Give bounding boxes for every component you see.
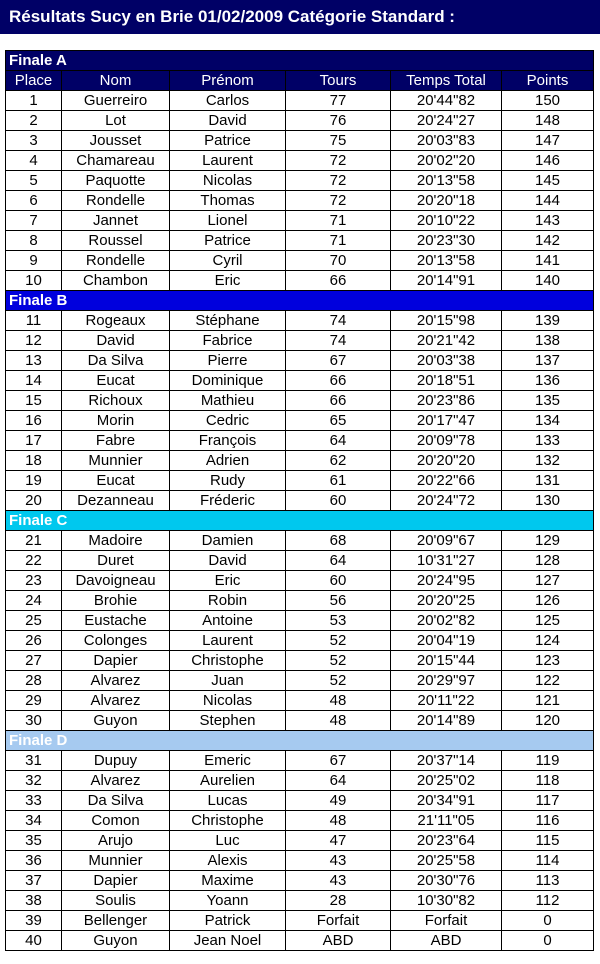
cell-points: 120: [502, 711, 594, 731]
table-row: [6, 131, 594, 151]
group-label: Finale C: [6, 511, 594, 531]
cell-temps-total: Forfait: [391, 911, 502, 931]
cell-place: 32: [6, 771, 62, 791]
cell-nom: Chamareau: [62, 151, 170, 171]
cell-temps-total: 20'23"64: [391, 831, 502, 851]
cell-points: 129: [502, 531, 594, 551]
cell-points: 140: [502, 271, 594, 291]
cell-points: 0: [502, 931, 594, 951]
cell-points: 136: [502, 371, 594, 391]
cell-temps-total: 20'02"82: [391, 611, 502, 631]
cell-points: 115: [502, 831, 594, 851]
table-row: [6, 451, 594, 471]
cell-points: 125: [502, 611, 594, 631]
cell-tours: 49: [286, 791, 391, 811]
cell-points: 132: [502, 451, 594, 471]
cell-place: 10: [6, 271, 62, 291]
cell-prenom: Maxime: [170, 871, 286, 891]
column-header-place: Place: [6, 71, 62, 91]
cell-points: 127: [502, 571, 594, 591]
cell-tours: ABD: [286, 931, 391, 951]
cell-temps-total: 20'03"83: [391, 131, 502, 151]
table-row: [6, 811, 594, 831]
cell-prenom: David: [170, 551, 286, 571]
cell-place: 40: [6, 931, 62, 951]
cell-nom: Morin: [62, 411, 170, 431]
table-row: [6, 571, 594, 591]
cell-nom: Guyon: [62, 711, 170, 731]
cell-prenom: Eric: [170, 271, 286, 291]
cell-points: 112: [502, 891, 594, 911]
cell-nom: Munnier: [62, 851, 170, 871]
cell-temps-total: 20'02"20: [391, 151, 502, 171]
cell-nom: Guerreiro: [62, 91, 170, 111]
table-row: [6, 771, 594, 791]
group-header-row: [6, 51, 594, 71]
group-label: Finale B: [6, 291, 594, 311]
cell-nom: Comon: [62, 811, 170, 831]
cell-tours: 28: [286, 891, 391, 911]
cell-place: 33: [6, 791, 62, 811]
cell-temps-total: 20'03"38: [391, 351, 502, 371]
cell-tours: 67: [286, 751, 391, 771]
column-header-tours: Tours: [286, 71, 391, 91]
table-row: [6, 311, 594, 331]
cell-place: 39: [6, 911, 62, 931]
table-row: [6, 491, 594, 511]
cell-temps-total: 20'44"82: [391, 91, 502, 111]
cell-place: 27: [6, 651, 62, 671]
cell-points: 113: [502, 871, 594, 891]
cell-points: 0: [502, 911, 594, 931]
cell-temps-total: 20'24"27: [391, 111, 502, 131]
cell-place: 29: [6, 691, 62, 711]
cell-temps-total: 20'23"86: [391, 391, 502, 411]
table-row: [6, 531, 594, 551]
table-row: [6, 91, 594, 111]
cell-points: 137: [502, 351, 594, 371]
cell-tours: 72: [286, 151, 391, 171]
cell-nom: David: [62, 331, 170, 351]
cell-place: 35: [6, 831, 62, 851]
cell-points: 143: [502, 211, 594, 231]
cell-temps-total: 20'18"51: [391, 371, 502, 391]
cell-prenom: Damien: [170, 531, 286, 551]
cell-points: 130: [502, 491, 594, 511]
column-header-prenom: Prénom: [170, 71, 286, 91]
cell-nom: Fabre: [62, 431, 170, 451]
cell-prenom: Nicolas: [170, 691, 286, 711]
cell-tours: 62: [286, 451, 391, 471]
cell-place: 22: [6, 551, 62, 571]
cell-tours: 66: [286, 271, 391, 291]
cell-temps-total: 20'24"72: [391, 491, 502, 511]
cell-nom: Munnier: [62, 451, 170, 471]
cell-place: 24: [6, 591, 62, 611]
cell-points: 141: [502, 251, 594, 271]
cell-points: 123: [502, 651, 594, 671]
cell-place: 3: [6, 131, 62, 151]
cell-points: 117: [502, 791, 594, 811]
cell-nom: Richoux: [62, 391, 170, 411]
cell-place: 14: [6, 371, 62, 391]
cell-place: 20: [6, 491, 62, 511]
cell-points: 121: [502, 691, 594, 711]
cell-prenom: Pierre: [170, 351, 286, 371]
cell-tours: 56: [286, 591, 391, 611]
cell-place: 12: [6, 331, 62, 351]
group-header-row: [6, 511, 594, 531]
cell-nom: Guyon: [62, 931, 170, 951]
cell-prenom: Cedric: [170, 411, 286, 431]
cell-place: 4: [6, 151, 62, 171]
cell-temps-total: 20'04"19: [391, 631, 502, 651]
cell-prenom: Emeric: [170, 751, 286, 771]
table-row: [6, 251, 594, 271]
cell-tours: 60: [286, 491, 391, 511]
cell-prenom: Alexis: [170, 851, 286, 871]
group-label: Finale A: [6, 51, 594, 71]
cell-tours: 48: [286, 711, 391, 731]
table-row: [6, 391, 594, 411]
cell-prenom: Stephen: [170, 711, 286, 731]
cell-temps-total: 20'09"78: [391, 431, 502, 451]
cell-place: 13: [6, 351, 62, 371]
table-row: [6, 891, 594, 911]
cell-temps-total: 20'13"58: [391, 171, 502, 191]
results-table: [5, 50, 594, 951]
cell-points: 142: [502, 231, 594, 251]
table-row: [6, 871, 594, 891]
cell-place: 18: [6, 451, 62, 471]
cell-nom: Jannet: [62, 211, 170, 231]
table-row: [6, 631, 594, 651]
table-row: [6, 411, 594, 431]
cell-temps-total: 20'20"25: [391, 591, 502, 611]
cell-prenom: Patrice: [170, 131, 286, 151]
cell-points: 131: [502, 471, 594, 491]
cell-nom: Dapier: [62, 651, 170, 671]
cell-tours: 60: [286, 571, 391, 591]
cell-tours: 43: [286, 871, 391, 891]
cell-place: 36: [6, 851, 62, 871]
table-row: [6, 691, 594, 711]
cell-tours: 71: [286, 231, 391, 251]
cell-points: 135: [502, 391, 594, 411]
cell-nom: Madoire: [62, 531, 170, 551]
cell-tours: 75: [286, 131, 391, 151]
cell-prenom: Laurent: [170, 631, 286, 651]
table-row: [6, 931, 594, 951]
cell-points: 122: [502, 671, 594, 691]
cell-points: 116: [502, 811, 594, 831]
cell-points: 124: [502, 631, 594, 651]
cell-tours: 53: [286, 611, 391, 631]
cell-tours: 77: [286, 91, 391, 111]
cell-prenom: Carlos: [170, 91, 286, 111]
cell-place: 7: [6, 211, 62, 231]
cell-tours: 72: [286, 191, 391, 211]
cell-tours: 74: [286, 311, 391, 331]
results-body: [6, 51, 594, 951]
cell-nom: Eucat: [62, 371, 170, 391]
table-row: [6, 851, 594, 871]
table-row: [6, 351, 594, 371]
cell-points: 138: [502, 331, 594, 351]
cell-nom: Eustache: [62, 611, 170, 631]
table-row: [6, 211, 594, 231]
table-row: [6, 831, 594, 851]
cell-place: 17: [6, 431, 62, 451]
cell-tours: Forfait: [286, 911, 391, 931]
cell-points: 134: [502, 411, 594, 431]
cell-points: 119: [502, 751, 594, 771]
cell-prenom: Fabrice: [170, 331, 286, 351]
cell-temps-total: 20'25"58: [391, 851, 502, 871]
table-row: [6, 111, 594, 131]
group-label: Finale D: [6, 731, 594, 751]
cell-place: 31: [6, 751, 62, 771]
table-row: [6, 671, 594, 691]
cell-place: 28: [6, 671, 62, 691]
cell-prenom: Christophe: [170, 811, 286, 831]
cell-prenom: Laurent: [170, 151, 286, 171]
table-row: [6, 611, 594, 631]
cell-place: 15: [6, 391, 62, 411]
cell-nom: Brohie: [62, 591, 170, 611]
column-header-row: [6, 71, 594, 91]
cell-nom: Dupuy: [62, 751, 170, 771]
cell-place: 34: [6, 811, 62, 831]
cell-temps-total: 20'20"18: [391, 191, 502, 211]
cell-points: 128: [502, 551, 594, 571]
cell-temps-total: 20'14"91: [391, 271, 502, 291]
cell-temps-total: 20'15"98: [391, 311, 502, 331]
cell-nom: Bellenger: [62, 911, 170, 931]
cell-prenom: Robin: [170, 591, 286, 611]
table-row: [6, 751, 594, 771]
page-title: Résultats Sucy en Brie 01/02/2009 Catégorie Standard :: [0, 0, 600, 34]
cell-prenom: Aurelien: [170, 771, 286, 791]
table-row: [6, 711, 594, 731]
cell-points: 150: [502, 91, 594, 111]
table-row: [6, 171, 594, 191]
cell-nom: Eucat: [62, 471, 170, 491]
cell-prenom: Dominique: [170, 371, 286, 391]
cell-nom: Duret: [62, 551, 170, 571]
cell-points: 114: [502, 851, 594, 871]
cell-nom: Da Silva: [62, 791, 170, 811]
group-header-row: [6, 731, 594, 751]
cell-place: 16: [6, 411, 62, 431]
cell-nom: Dapier: [62, 871, 170, 891]
table-row: [6, 551, 594, 571]
cell-prenom: Lionel: [170, 211, 286, 231]
cell-temps-total: 20'20"20: [391, 451, 502, 471]
cell-place: 26: [6, 631, 62, 651]
cell-tours: 72: [286, 171, 391, 191]
cell-place: 21: [6, 531, 62, 551]
cell-place: 38: [6, 891, 62, 911]
cell-nom: Alvarez: [62, 691, 170, 711]
cell-temps-total: 20'13"58: [391, 251, 502, 271]
table-row: [6, 431, 594, 451]
cell-temps-total: 10'31"27: [391, 551, 502, 571]
cell-prenom: Eric: [170, 571, 286, 591]
cell-temps-total: 20'17"47: [391, 411, 502, 431]
cell-temps-total: 20'29"97: [391, 671, 502, 691]
cell-prenom: Cyril: [170, 251, 286, 271]
cell-points: 126: [502, 591, 594, 611]
group-header-row: [6, 291, 594, 311]
cell-tours: 48: [286, 811, 391, 831]
cell-nom: Roussel: [62, 231, 170, 251]
cell-place: 8: [6, 231, 62, 251]
cell-temps-total: 21'11"05: [391, 811, 502, 831]
cell-nom: Lot: [62, 111, 170, 131]
cell-nom: Alvarez: [62, 771, 170, 791]
table-row: [6, 191, 594, 211]
cell-prenom: Lucas: [170, 791, 286, 811]
cell-nom: Paquotte: [62, 171, 170, 191]
cell-tours: 68: [286, 531, 391, 551]
cell-place: 5: [6, 171, 62, 191]
cell-nom: Arujo: [62, 831, 170, 851]
cell-temps-total: 20'09"67: [391, 531, 502, 551]
cell-temps-total: 20'22"66: [391, 471, 502, 491]
cell-prenom: Patrice: [170, 231, 286, 251]
cell-place: 30: [6, 711, 62, 731]
cell-prenom: Antoine: [170, 611, 286, 631]
cell-temps-total: 20'14"89: [391, 711, 502, 731]
cell-points: 118: [502, 771, 594, 791]
cell-temps-total: 20'37"14: [391, 751, 502, 771]
cell-tours: 52: [286, 651, 391, 671]
cell-place: 23: [6, 571, 62, 591]
cell-place: 11: [6, 311, 62, 331]
cell-temps-total: 20'15"44: [391, 651, 502, 671]
table-row: [6, 151, 594, 171]
cell-temps-total: 10'30"82: [391, 891, 502, 911]
cell-tours: 71: [286, 211, 391, 231]
cell-nom: Rogeaux: [62, 311, 170, 331]
cell-prenom: David: [170, 111, 286, 131]
cell-tours: 70: [286, 251, 391, 271]
cell-prenom: Thomas: [170, 191, 286, 211]
cell-temps-total: 20'34"91: [391, 791, 502, 811]
cell-points: 139: [502, 311, 594, 331]
cell-tours: 66: [286, 371, 391, 391]
table-row: [6, 591, 594, 611]
cell-tours: 66: [286, 391, 391, 411]
cell-prenom: François: [170, 431, 286, 451]
table-row: [6, 371, 594, 391]
cell-nom: Alvarez: [62, 671, 170, 691]
cell-temps-total: 20'24"95: [391, 571, 502, 591]
cell-temps-total: ABD: [391, 931, 502, 951]
cell-points: 148: [502, 111, 594, 131]
table-row: [6, 471, 594, 491]
cell-points: 144: [502, 191, 594, 211]
cell-place: 6: [6, 191, 62, 211]
cell-prenom: Fréderic: [170, 491, 286, 511]
cell-tours: 74: [286, 331, 391, 351]
cell-nom: Chambon: [62, 271, 170, 291]
cell-prenom: Christophe: [170, 651, 286, 671]
column-header-temps-total: Temps Total: [391, 71, 502, 91]
cell-temps-total: 20'11"22: [391, 691, 502, 711]
cell-prenom: Patrick: [170, 911, 286, 931]
cell-tours: 61: [286, 471, 391, 491]
cell-tours: 76: [286, 111, 391, 131]
cell-tours: 48: [286, 691, 391, 711]
cell-nom: Soulis: [62, 891, 170, 911]
cell-place: 2: [6, 111, 62, 131]
cell-points: 146: [502, 151, 594, 171]
cell-temps-total: 20'25"02: [391, 771, 502, 791]
table-row: [6, 231, 594, 251]
table-row: [6, 331, 594, 351]
cell-nom: Dezanneau: [62, 491, 170, 511]
cell-prenom: Luc: [170, 831, 286, 851]
cell-nom: Rondelle: [62, 251, 170, 271]
cell-place: 1: [6, 91, 62, 111]
cell-prenom: Stéphane: [170, 311, 286, 331]
cell-points: 133: [502, 431, 594, 451]
cell-temps-total: 20'23"30: [391, 231, 502, 251]
cell-prenom: Mathieu: [170, 391, 286, 411]
cell-tours: 64: [286, 431, 391, 451]
cell-tours: 47: [286, 831, 391, 851]
column-header-nom: Nom: [62, 71, 170, 91]
cell-temps-total: 20'30"76: [391, 871, 502, 891]
cell-tours: 64: [286, 771, 391, 791]
table-row: [6, 651, 594, 671]
cell-place: 19: [6, 471, 62, 491]
cell-tours: 52: [286, 671, 391, 691]
cell-prenom: Adrien: [170, 451, 286, 471]
column-header-points: Points: [502, 71, 594, 91]
table-row: [6, 271, 594, 291]
cell-nom: Colonges: [62, 631, 170, 651]
cell-tours: 67: [286, 351, 391, 371]
cell-place: 37: [6, 871, 62, 891]
cell-place: 25: [6, 611, 62, 631]
cell-prenom: Juan: [170, 671, 286, 691]
table-row: [6, 911, 594, 931]
cell-nom: Rondelle: [62, 191, 170, 211]
cell-tours: 64: [286, 551, 391, 571]
cell-prenom: Rudy: [170, 471, 286, 491]
cell-prenom: Jean Noel: [170, 931, 286, 951]
cell-tours: 65: [286, 411, 391, 431]
cell-tours: 43: [286, 851, 391, 871]
cell-points: 147: [502, 131, 594, 151]
cell-nom: Jousset: [62, 131, 170, 151]
cell-points: 145: [502, 171, 594, 191]
cell-prenom: Nicolas: [170, 171, 286, 191]
cell-temps-total: 20'21"42: [391, 331, 502, 351]
cell-tours: 52: [286, 631, 391, 651]
cell-prenom: Yoann: [170, 891, 286, 911]
table-row: [6, 791, 594, 811]
cell-place: 9: [6, 251, 62, 271]
cell-nom: Davoigneau: [62, 571, 170, 591]
cell-temps-total: 20'10"22: [391, 211, 502, 231]
cell-nom: Da Silva: [62, 351, 170, 371]
